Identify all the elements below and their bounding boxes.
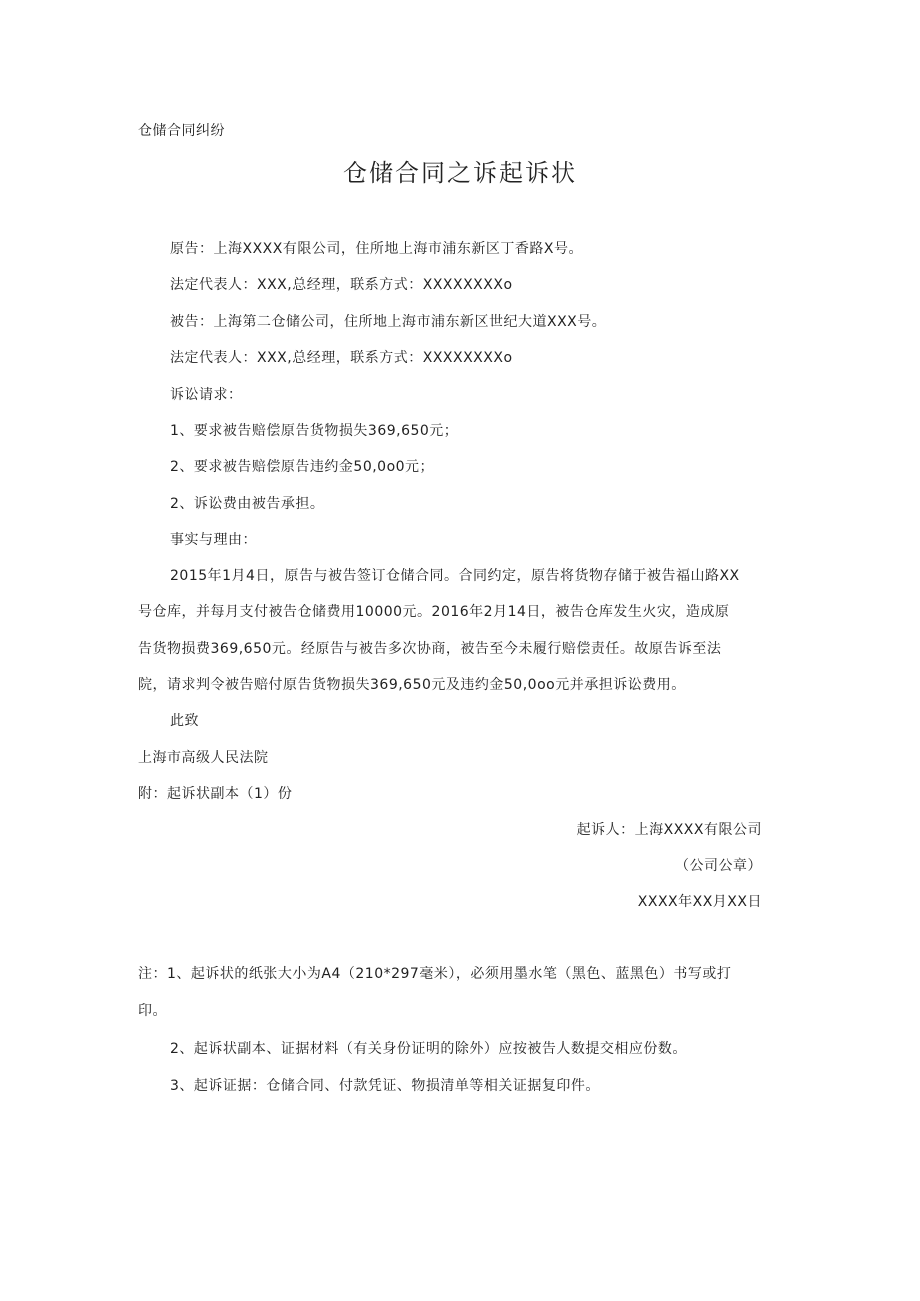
defendant-representative-line: 法定代表人：XXX,总经理，联系方式：XXXXXXXXo <box>170 350 513 366</box>
plaintiff-line: 原告：上海XXXX有限公司，住所地上海市浦东新区丁香路X号。 <box>170 241 583 257</box>
note-line: 3、起诉证据：仓储合同、付款凭证、物损清单等相关证据复印件。 <box>170 1078 600 1094</box>
claims-heading: 诉讼请求： <box>170 387 243 403</box>
claim-item: 2、诉讼费由被告承担。 <box>170 496 325 512</box>
note-line: 2、起诉状副本、证据材料（有关身份证明的除外）应按被告人数提交相应份数。 <box>170 1041 687 1057</box>
facts-line: 告货物损费369,650元。经原告与被告多次协商，被告至今未履行赔偿责任。故原告诉至法 <box>138 641 722 657</box>
document-category: 仓储合同纠纷 <box>138 123 225 139</box>
facts-line: 院，请求判令被告赔付原告货物损失369,650元及违约金50,0oo元并承担诉讼费用。 <box>138 677 686 693</box>
signature-date: XXXX年XX月XX日 <box>637 894 762 910</box>
note-line: 印。 <box>138 1003 167 1019</box>
plaintiff-signature: 起诉人：上海XXXX有限公司 <box>576 822 762 838</box>
document-title: 仓储合同之诉起诉状 <box>343 159 577 187</box>
closing-salutation: 此致 <box>170 713 199 729</box>
court-name: 上海市高级人民法院 <box>138 750 269 766</box>
attachment-line: 附：起诉状副本（1）份 <box>138 786 293 802</box>
company-seal-note: （公司公章） <box>675 858 762 874</box>
claim-item: 1、要求被告赔偿原告货物损失369,650元； <box>170 423 459 439</box>
claim-item: 2、要求被告赔偿原告违约金50,0o0元； <box>170 459 435 475</box>
note-line: 注：1、起诉状的纸张大小为A4（210*297毫米），必须用墨水笔（黑色、蓝黑色）书写或打 <box>138 966 732 982</box>
facts-line: 号仓库，并每月支付被告仓储费用10000元。2016年2月14日，被告仓库发生火灾，造成原 <box>138 604 730 620</box>
plaintiff-representative-line: 法定代表人：XXX,总经理，联系方式：XXXXXXXXo <box>170 277 513 293</box>
facts-line: 2015年1月4日，原告与被告签订仓储合同。合同约定，原告将货物存储于被告福山路XX <box>170 568 740 584</box>
defendant-line: 被告：上海第二仓储公司，住所地上海市浦东新区世纪大道XXX号。 <box>170 314 607 330</box>
facts-heading: 事实与理由： <box>170 532 257 548</box>
